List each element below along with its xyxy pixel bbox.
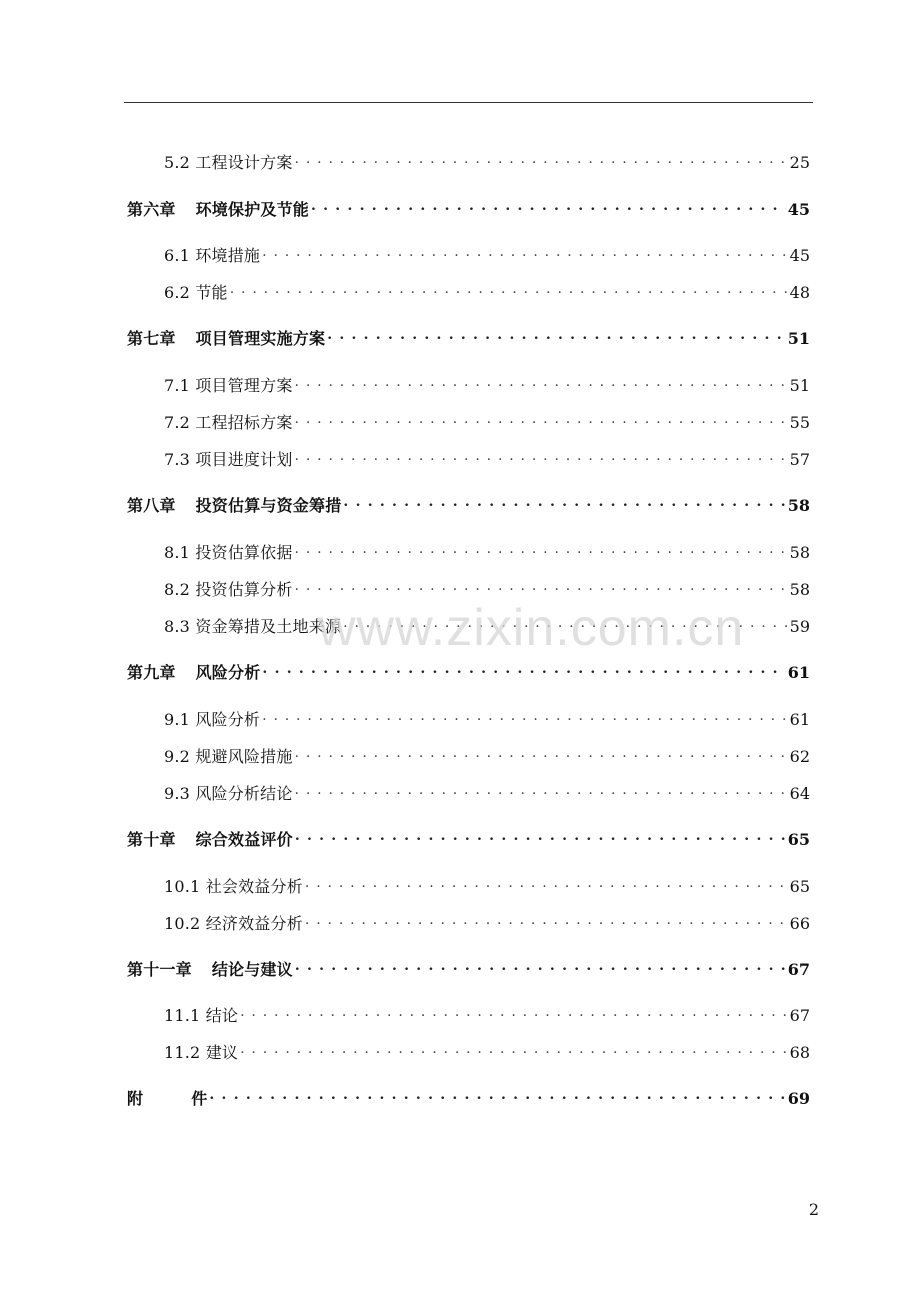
toc-page-number: 51: [787, 329, 810, 348]
toc-leader-dots: [262, 241, 788, 261]
footer-page-number: 2: [808, 1200, 819, 1219]
toc-appendix[interactable]: [127, 1084, 810, 1110]
toc-entry-label: 6.1 环境措施: [164, 246, 261, 265]
toc-entry-9-2[interactable]: [164, 742, 810, 768]
toc-page-number: 51: [789, 376, 810, 395]
toc-page-number: 58: [789, 543, 810, 562]
toc-entry-label: 5.2 工程设计方案: [164, 153, 293, 172]
toc-leader-dots: [295, 445, 788, 465]
toc-entry-7-2[interactable]: [164, 408, 810, 434]
toc-entry-label: 8.3 资金筹措及土地来源: [164, 617, 342, 636]
toc-chapter-number: 第九章: [127, 663, 176, 682]
toc-chapter-number: 第十章: [127, 830, 176, 849]
toc-chapter-title: 结论与建议: [211, 960, 293, 979]
toc-chapter-9[interactable]: [127, 658, 810, 684]
toc-leader-dots: [311, 195, 786, 215]
toc-chapter-title: 环境保护及节能: [195, 200, 310, 219]
toc-entry-6-1[interactable]: [164, 241, 810, 267]
toc-entry-10-1[interactable]: [164, 872, 810, 898]
toc-leader-dots: [305, 872, 788, 892]
toc-page-number: 57: [789, 450, 810, 469]
toc-leader-dots: [295, 148, 788, 168]
toc-page-number: 61: [787, 663, 810, 682]
toc-chapter-11[interactable]: [127, 955, 810, 981]
toc-entry-label: 10.1 社会效益分析: [164, 877, 303, 896]
toc-page-number: 48: [789, 283, 810, 302]
header-rule: [124, 102, 813, 103]
toc-page-number: 67: [789, 1006, 810, 1025]
toc-entry-label: 7.3 项目进度计划: [164, 450, 293, 469]
toc-leader-dots: [295, 371, 788, 391]
toc-chapter-number: 第八章: [127, 496, 176, 515]
toc-leader-dots: [240, 1001, 788, 1021]
toc-chapter-number: 第六章: [127, 200, 176, 219]
toc-entry-label: 10.2 经济效益分析: [164, 914, 303, 933]
toc-entry-label: 11.1 结论: [164, 1006, 239, 1025]
toc-chapter-10[interactable]: [127, 825, 810, 851]
toc-leader-dots: [295, 779, 788, 799]
toc-entry-8-3[interactable]: [164, 612, 810, 638]
toc-leader-dots: [262, 658, 785, 678]
toc-page-number: 67: [787, 960, 810, 979]
toc-entry-11-2[interactable]: [164, 1038, 810, 1064]
toc-leader-dots: [295, 408, 788, 428]
toc-entry-label: 9.3 风险分析结论: [164, 784, 293, 803]
toc-page-number: 25: [789, 153, 810, 172]
toc-chapter-title: 风险分析: [195, 663, 261, 682]
toc-entry-9-1[interactable]: [164, 705, 810, 731]
toc-chapter-number: 第十一章: [127, 960, 192, 979]
toc-page-number: 62: [789, 747, 810, 766]
toc-page-number: 61: [789, 710, 810, 729]
toc-chapter-7[interactable]: [127, 324, 810, 350]
toc-leader-dots: [240, 1038, 788, 1058]
toc-chapter-title: 投资估算与资金筹措: [195, 496, 342, 515]
toc-leader-dots: [209, 1084, 785, 1104]
toc-chapter-number: 附: [127, 1089, 144, 1108]
toc-chapter-8[interactable]: [127, 491, 810, 517]
toc-page-number: 65: [787, 830, 810, 849]
toc-entry-6-2[interactable]: [164, 278, 810, 304]
toc-page-number: 68: [789, 1043, 810, 1062]
toc-entry-10-2[interactable]: [164, 909, 810, 935]
toc-page-number: 55: [789, 413, 810, 432]
toc-chapter-title: 件: [191, 1089, 208, 1108]
toc-entry-11-1[interactable]: [164, 1001, 810, 1027]
toc-entry-7-3[interactable]: [164, 445, 810, 471]
watermark-text: www.zixin.com.cn: [318, 599, 745, 657]
toc-leader-dots: [327, 324, 786, 344]
toc-leader-dots: [343, 491, 785, 511]
toc-entry-8-1[interactable]: [164, 538, 810, 564]
toc-entry-label: 9.2 规避风险措施: [164, 747, 293, 766]
toc-chapter-6[interactable]: [127, 195, 810, 221]
toc-page-number: 64: [789, 784, 810, 803]
toc-chapter-number: 第七章: [127, 329, 176, 348]
toc-entry-7-1[interactable]: [164, 371, 810, 397]
toc-leader-dots: [295, 825, 786, 845]
toc-leader-dots: [295, 742, 788, 762]
toc-entry-label: 8.1 投资估算依据: [164, 543, 293, 562]
toc-entry-label: 8.2 投资估算分析: [164, 580, 293, 599]
toc-entry-5-2[interactable]: [164, 148, 810, 174]
toc-entry-label: 7.1 项目管理方案: [164, 376, 293, 395]
toc-page-number: 69: [787, 1089, 810, 1108]
toc-leader-dots: [295, 538, 788, 558]
toc-chapter-title: 综合效益评价: [195, 830, 293, 849]
toc-page-number: 59: [789, 617, 810, 636]
toc-leader-dots: [305, 909, 788, 929]
toc-leader-dots: [262, 705, 788, 725]
toc-leader-dots: [295, 955, 786, 975]
toc-leader-dots: [295, 575, 788, 595]
toc-page-number: 65: [789, 877, 810, 896]
toc-chapter-title: 项目管理实施方案: [195, 329, 326, 348]
toc-page-number: 45: [789, 246, 810, 265]
toc-leader-dots: [230, 278, 788, 298]
toc-page-number: 58: [787, 496, 810, 515]
toc-page-number: 45: [787, 200, 810, 219]
toc-leader-dots: [343, 612, 788, 632]
toc-entry-label: 9.1 风险分析: [164, 710, 261, 729]
toc-entry-label: 11.2 建议: [164, 1043, 239, 1062]
toc-entry-8-2[interactable]: [164, 575, 810, 601]
toc-entry-label: 6.2 节能: [164, 283, 228, 302]
toc-page-number: 66: [789, 914, 810, 933]
toc-page-number: 58: [789, 580, 810, 599]
toc-entry-9-3[interactable]: [164, 779, 810, 805]
toc-entry-label: 7.2 工程招标方案: [164, 413, 293, 432]
